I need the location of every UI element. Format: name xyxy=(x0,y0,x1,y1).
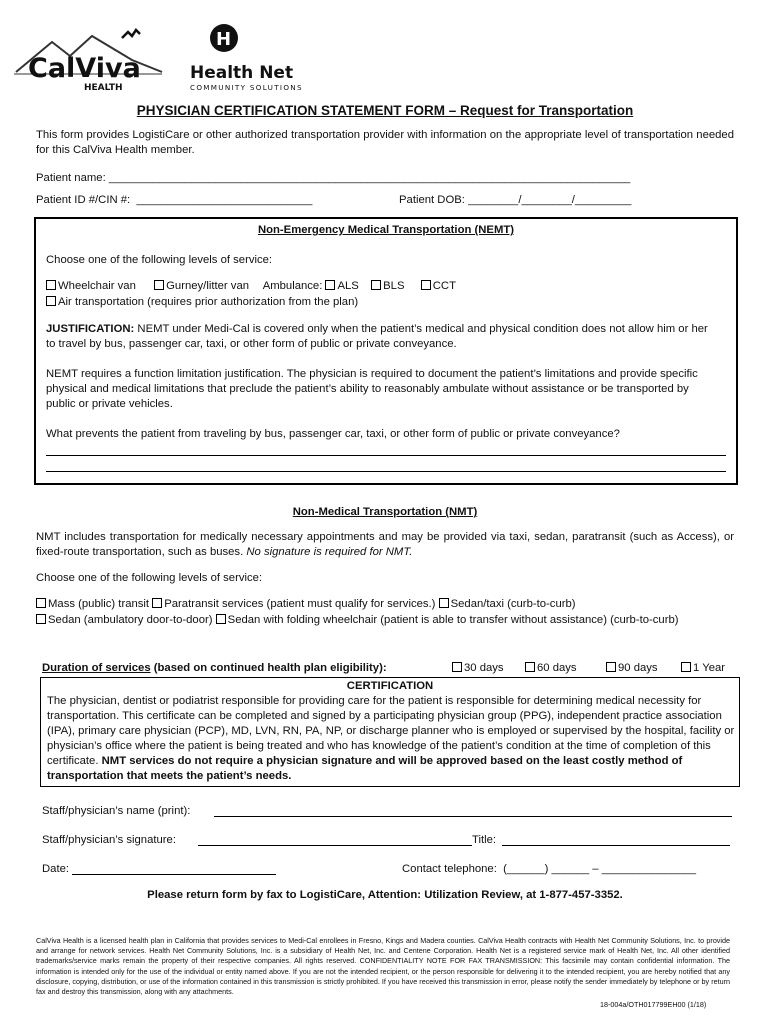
justification-text: JUSTIFICATION: NEMT under Medi-Cal is covered only when the patient’s medical and physical condition does not allow him or her to travel by bus, passenger car, taxi, or other form of public or private conveyance. xyxy=(46,323,708,350)
patient-name-field[interactable]: Patient name: ___________________________________________________________________________________ xyxy=(36,172,631,184)
air-transport-checkbox[interactable]: Air transportation (requires prior authorization from the plan) xyxy=(46,295,358,310)
mass-transit-checkbox[interactable]: Mass (public) transit xyxy=(36,598,149,610)
staff-signature-label: Staff/physician’s signature: xyxy=(42,834,176,846)
nmt-choose: Choose one of the following levels of service: xyxy=(36,572,263,584)
nmt-options-row-2 xyxy=(36,613,736,628)
als-checkbox[interactable]: ALS xyxy=(325,280,358,292)
footer-disclaimer: CalViva Health is a licensed health plan in California that provides services to Medi-Cal enrollees in Fresno, Kings and Madera counties. CalViva Health contracts with Health Net Community Solutions, Inc. to provide and arrange for network services. Health Net Community Solutions, Inc. is a subsidiary of Health Net, Inc. and Centene Corporation. Health Net is a registered service mark of Health Net, Inc. All other identified trademarks/service marks remain the property of their respective companies. All rights reserved. CONFIDENTIALITY NOTE FOR FAX TRANSMISSION: This facsimile may contain confidential information. The information is intended only for the use of the individual or entity named above. If you are not the intended recipient, or the person responsible for delivering it to the intended recipient, you are hereby notified that any disclosure, copying, distribution, or use of the information contained in this transmission is strictly prohibited. If you have received this transmission in error, please notify the sender immediately by telephone or by return fax and destroy this transmission, along with any attachments. xyxy=(36,936,730,997)
certification-section xyxy=(40,677,740,787)
certification-text: The physician, dentist or podiatrist responsible for providing care for the patient is responsible for determining medical necessity for transportation. This certificate can be completed and signed by a participating physician group (PPG), independent practice association (IPA), primary care physician (PCP), MD, LVN, RN, PA, NP, or discharge planner who is employed or supervised by the hospital, facility or physician’s office where the patient is being treated and who has knowledge of the patient’s condition at the time of completion of this certificate. NMT services do not require a physician signature and will be approved based on the least costly method of transportation that meets the patient’s needs. xyxy=(47,695,735,782)
staff-signature-input[interactable] xyxy=(198,845,472,846)
patient-id-field[interactable]: Patient ID #/CIN #: ____________________________ xyxy=(36,194,313,206)
duration-label: Duration of services (based on continued health plan eligibility): xyxy=(42,662,387,674)
bls-checkbox[interactable]: BLS xyxy=(371,280,404,292)
certification-heading: CERTIFICATION xyxy=(346,680,434,692)
calviva-wordmark: CalViva xyxy=(28,53,141,84)
nmt-heading: Non-Medical Transportation (NMT) xyxy=(292,506,478,518)
nmt-description: NMT includes transportation for medically necessary appointments and may be provided via taxi, sedan, paratransit (such as Access), or fixed-route transportation, such as buses. No signature is required for NMT. xyxy=(36,531,734,558)
staff-name-label: Staff/physician’s name (print): xyxy=(42,805,191,817)
nemt-section xyxy=(34,217,738,485)
duration-90-checkbox[interactable]: 90 days xyxy=(606,661,658,676)
duration-1year-checkbox[interactable]: 1 Year xyxy=(681,661,725,676)
logo-area xyxy=(12,20,332,92)
healthnet-mark: H xyxy=(216,29,232,50)
ambulance-label: Ambulance: xyxy=(262,280,323,292)
title-input[interactable] xyxy=(502,845,730,846)
answer-line-2[interactable] xyxy=(46,471,726,472)
healthnet-wordmark: Health Net xyxy=(190,63,294,83)
patient-dob-field[interactable]: Patient DOB: ________/________/_________ xyxy=(399,194,632,206)
contact-telephone-field[interactable]: Contact telephone: (______) ______ – _______________ xyxy=(402,863,696,875)
sedan-wheelchair-checkbox[interactable]: Sedan with folding wheelchair (patient is able to transfer without assistance) (curb-to-curb) xyxy=(216,614,679,626)
return-note: Please return form by fax to LogistiCare, Attention: Utilization Review, at 1-877-457-3352. xyxy=(147,889,623,901)
duration-60-checkbox[interactable]: 60 days xyxy=(525,661,577,676)
form-title: PHYSICIAN CERTIFICATION STATEMENT FORM – Request for Transportation xyxy=(136,103,634,118)
paratransit-checkbox[interactable]: Paratransit services (patient must qualify for services.) xyxy=(152,598,435,610)
gurney-van-checkbox[interactable]: Gurney/litter van xyxy=(154,280,249,292)
title-label: Title: xyxy=(472,834,497,846)
healthnet-sub: COMMUNITY SOLUTIONS xyxy=(190,83,303,92)
date-input[interactable] xyxy=(72,874,276,875)
nemt-requires-text: NEMT requires a function limitation justification. The physician is required to document the patient’s limitations and provide specific physical and medical limitations that preclude the patient’s ability to reasonably ambulate without assistance or be transported by public or private vehicles. xyxy=(46,368,698,410)
cct-checkbox[interactable]: CCT xyxy=(421,280,456,292)
sedan-taxi-checkbox[interactable]: Sedan/taxi (curb-to-curb) xyxy=(439,598,576,610)
calviva-sub: HEALTH xyxy=(84,83,123,92)
wheelchair-van-checkbox[interactable]: Wheelchair van xyxy=(46,280,136,292)
nemt-question: What prevents the patient from traveling by bus, passenger car, taxi, or other form of public or private conveyance? xyxy=(46,428,620,440)
nmt-options-row xyxy=(36,597,576,612)
nemt-heading: Non-Emergency Medical Transportation (NEMT) xyxy=(257,224,515,236)
answer-line-1[interactable] xyxy=(46,455,726,456)
duration-30-checkbox[interactable]: 30 days xyxy=(452,661,504,676)
date-label: Date: xyxy=(42,863,70,875)
nemt-choose: Choose one of the following levels of service: xyxy=(46,254,273,266)
calviva-logo xyxy=(12,20,332,92)
form-code: 18-004a/OTH017799EH00 (1/18) xyxy=(596,1000,706,1010)
nemt-options-row xyxy=(46,279,456,294)
intro-text: This form provides LogistiCare or other authorized transportation provider with information on the appropriate level of transportation needed for this CalViva Health member. xyxy=(36,129,734,156)
staff-name-input[interactable] xyxy=(214,816,732,817)
sedan-door-checkbox[interactable]: Sedan (ambulatory door-to-door) xyxy=(36,614,213,626)
